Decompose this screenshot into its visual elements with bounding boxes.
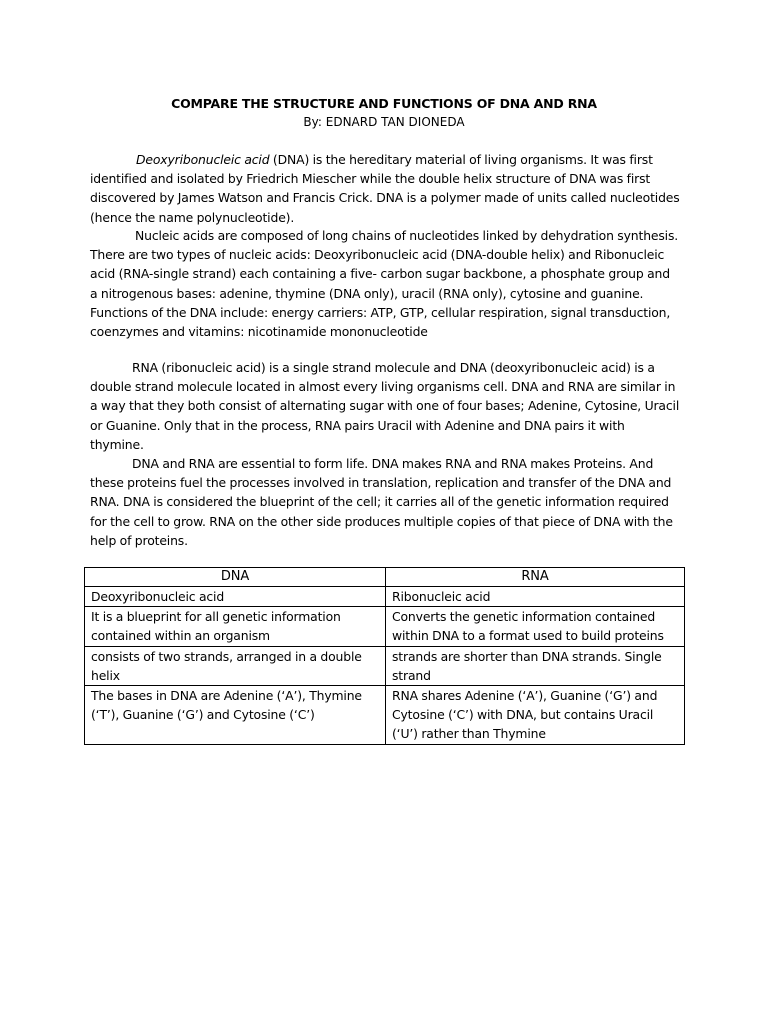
comparison-table xyxy=(84,567,685,745)
table-header-row xyxy=(85,568,685,587)
paragraph-nucleic-acids xyxy=(90,226,680,341)
paragraph-dna-intro-text: (DNA) is the hereditary material of living organisms. It was first identified and isolated by Friedrich Miescher while the double helix structure of DNA was first discovered by James Watson and Francis Crick. DNA is a polymer made of units called nucleotides (hence the name polynucleotide). xyxy=(90,152,680,225)
table-cell-dna: It is a blueprint for all genetic information contained within an organism xyxy=(85,607,386,646)
table-cell-rna: Ribonucleic acid xyxy=(386,587,685,607)
document-byline: By: EDNARD TAN DIONEDA xyxy=(303,115,465,129)
table-cell-dna: consists of two strands, arranged in a double helix xyxy=(85,646,386,685)
table-cell-rna: strands are shorter than DNA strands. Single strand xyxy=(386,646,685,685)
paragraph-rna-vs-dna-text: RNA (ribonucleic acid) is a single strand molecule and DNA (deoxyribonucleic acid) is a double strand molecule located in almost every living organisms cell. DNA and RNA are similar in a way that they both consist of alternating sugar with one of four bases; Adenine, Cytosine, Uracil or Guanine. Only that in the process, RNA pairs Uracil with Adenine and DNA pairs it with thymine. xyxy=(90,360,680,452)
table-row xyxy=(85,646,685,685)
paragraph-rna-vs-dna xyxy=(90,358,680,454)
table-row xyxy=(85,607,685,646)
table-cell-dna: Deoxyribonucleic acid xyxy=(85,587,386,607)
paragraph-nucleic-acids-text: Nucleic acids are composed of long chains of nucleotides linked by dehydration synthesis. There are two types of nucleic acids: Deoxyribonucleic acid (DNA-double helix) and Ribonucleic acid (RNA-single strand) each containing a five- carbon sugar backbone, a phosphate group and a nitrogenous bases: adenine, thymine (DNA only), uracil (RNA only), cytosine and guanine. Functions of the DNA include: energy carriers: ATP, GTP, cellular respiration, signal transduction, coenzymes and vitamins: nicotinamide mononucleotide xyxy=(90,228,679,340)
table-header-rna: RNA xyxy=(386,568,685,587)
table-cell-dna: The bases in DNA are Adenine (‘A’), Thymine (‘T’), Guanine (‘G’) and Cytosine (‘C’) xyxy=(85,686,386,745)
table-cell-rna: RNA shares Adenine (‘A’), Guanine (‘G’) and Cytosine (‘C’) with DNA, but contains Uracil (‘U’) rather than Thymine xyxy=(386,686,685,745)
table-row xyxy=(85,587,685,607)
table-cell-rna: Converts the genetic information contained within DNA to a format used to build proteins xyxy=(386,607,685,646)
table-header-dna: DNA xyxy=(85,568,386,587)
paragraph-life-essentials xyxy=(90,454,680,550)
table-row xyxy=(85,686,685,745)
document-title: COMPARE THE STRUCTURE AND FUNCTIONS OF DNA AND RNA xyxy=(171,96,597,111)
paragraph-dna-intro xyxy=(90,150,680,227)
paragraph-dna-intro-italic: Deoxyribonucleic acid xyxy=(136,152,270,167)
paragraph-life-essentials-text: DNA and RNA are essential to form life. DNA makes RNA and RNA makes Proteins. And these proteins fuel the processes involved in translation, replication and transfer of the DNA and RNA. DNA is considered the blueprint of the cell; it carries all of the genetic information required for the cell to grow. RNA on the other side produces multiple copies of that piece of DNA with the help of proteins. xyxy=(90,456,673,548)
